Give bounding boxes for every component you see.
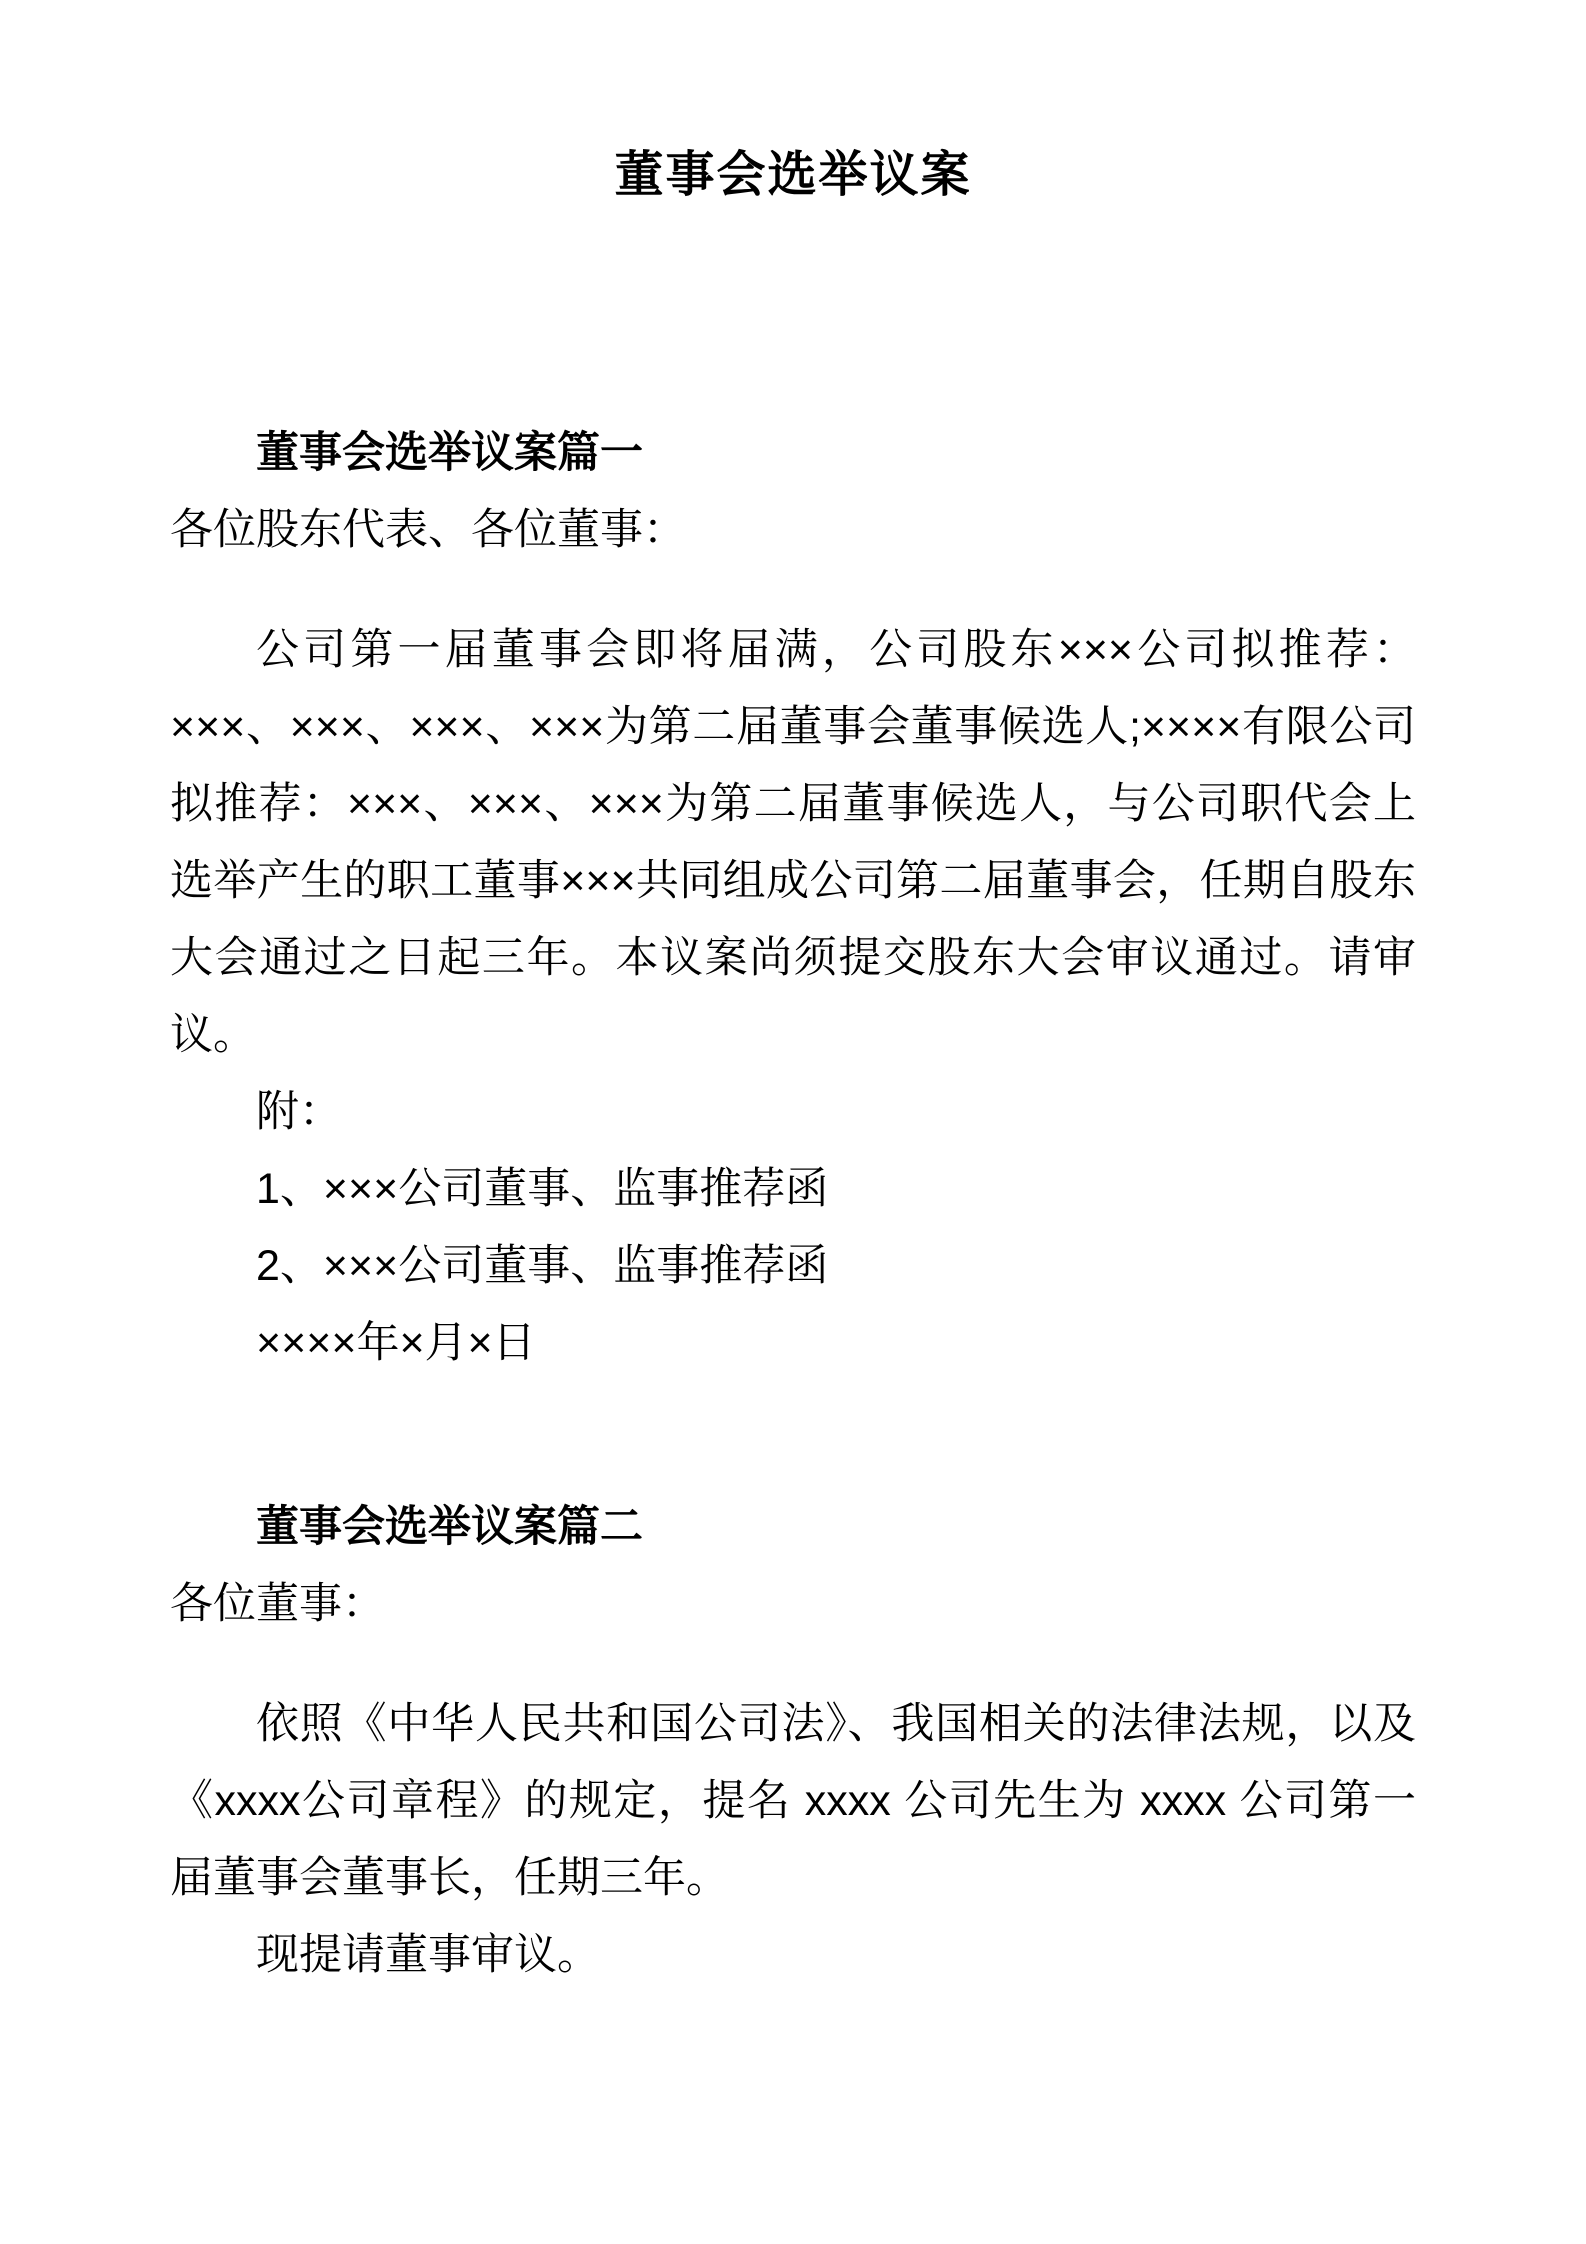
- attachment-item-2: 2、×××公司董事、监事推荐函: [256, 1242, 829, 1290]
- attachments-label: 附：: [256, 1088, 342, 1136]
- attachment-item-1: 1、×××公司董事、监事推荐函: [256, 1165, 829, 1213]
- section-1-heading: 董事会选举议案篇一: [256, 429, 643, 477]
- section-2-closing-line: 现提请董事审议。: [256, 1931, 600, 1979]
- document-title: 董事会选举议案: [614, 148, 972, 202]
- date-line: ××××年×月×日: [256, 1319, 536, 1367]
- section-2-heading: 董事会选举议案篇二: [256, 1503, 643, 1551]
- section-1-salutation: 各位股东代表、各位董事：: [170, 506, 686, 554]
- section-2-salutation: 各位董事：: [170, 1580, 385, 1628]
- section-1-body-paragraph: 公司第一届董事会即将届满，公司股东×××公司拟推荐：×××、×××、×××、×××为第二届董事会董事候选人;××××有限公司拟推荐：×××、×××、×××为第二届董事候选人，与公司职代会上选举产生的职工董事×××共同组成公司第二届董事会，任期自股东大会通过之日起三年。本议案尚须提交股东大会审议通过。请审议。: [170, 626, 1416, 1059]
- section-2-body-paragraph: 依照《中华人民共和国公司法》、我国相关的法律法规，以及《xxxx公司章程》的规定，提名 xxxx 公司先生为 xxxx 公司第一届董事会董事长，任期三年。: [170, 1700, 1416, 1902]
